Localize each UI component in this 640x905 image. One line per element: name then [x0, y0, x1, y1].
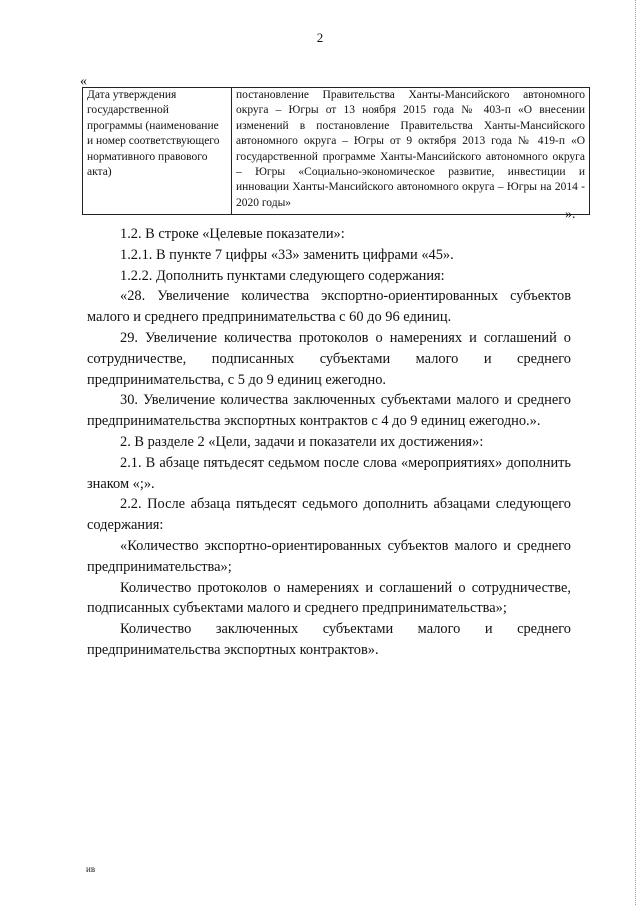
paragraph-2-1: 2.1. В абзаце пятьдесят седьмом после слова «мероприятиях» дополнить знаком «;». — [87, 454, 571, 492]
table-row — [83, 88, 590, 215]
closing-quote-mark: ». — [565, 207, 576, 222]
document-body — [87, 224, 571, 661]
paragraph-2-2: 2.2. После абзаца пятьдесят седьмого дополнить абзацами следующего содержания: — [87, 496, 571, 534]
paragraph-added-3: Количество заключенных субъектами малого и среднего предпринимательства экспортных контрактов». — [87, 621, 571, 658]
paragraph-1-2-1: 1.2.1. В пункте 7 цифры «33» заменить цифрами «45». — [120, 246, 454, 263]
opening-quote-mark: « — [80, 74, 87, 89]
paragraph-1-2: 1.2. В строке «Целевые показатели»: — [120, 226, 345, 242]
paragraph-item-28: «28. Увеличение количества экспортно-ориентированных субъектов малого и среднего предпринимательства с 60 до 96 единиц. — [87, 288, 571, 326]
paragraph-1-2-2: 1.2.2. Дополнить пунктами следующего содержания: — [120, 267, 445, 284]
paragraph-item-29: 29. Увеличение количества протоколов о намерениях и соглашений о сотрудничестве, подписанных субъектами малого и среднего предпринимательства, с 5 до 9 единиц ежегодно. — [87, 329, 571, 388]
footer-initials: ив — [86, 864, 96, 874]
paragraph-added-2: Количество протоколов о намерениях и соглашений о сотрудничестве, подписанных субъектами малого и среднего предпринимательства»; — [87, 579, 571, 617]
program-passport-table — [82, 87, 590, 215]
page-number: 2 — [316, 30, 324, 45]
paragraph-item-30: 30. Увеличение количества заключенных субъектами малого и среднего предпринимательства экспортных контрактов с 4 до 9 единиц ежегодно.». — [87, 392, 571, 430]
page-edge-line — [634, 0, 636, 905]
table-cell-label: Дата утверждения государственной программы (наименование и номер соответствующего нормативного правового акта) — [83, 88, 232, 215]
paragraph-2: 2. В разделе 2 «Цели, задачи и показатели их достижения»: — [120, 433, 484, 450]
table-cell-value: постановление Правительства Ханты-Мансийского автономного округа – Югры от 13 ноября 2015 года № 403-п «О внесении изменений в постановление Правительства Ханты-Мансийского автономного округа – Югры от 9 октября 2013 года № 419-п «О государственной программе Ханты-Мансийского автономного округа – Югры «Социально-экономическое развитие, инвестиции и инновации Ханты-Мансийского автономного округа – Югры на 2014 - 2020 годы» — [232, 88, 590, 215]
paragraph-added-1: «Количество экспортно-ориентированных субъектов малого и среднего предпринимательства»; — [87, 537, 571, 575]
